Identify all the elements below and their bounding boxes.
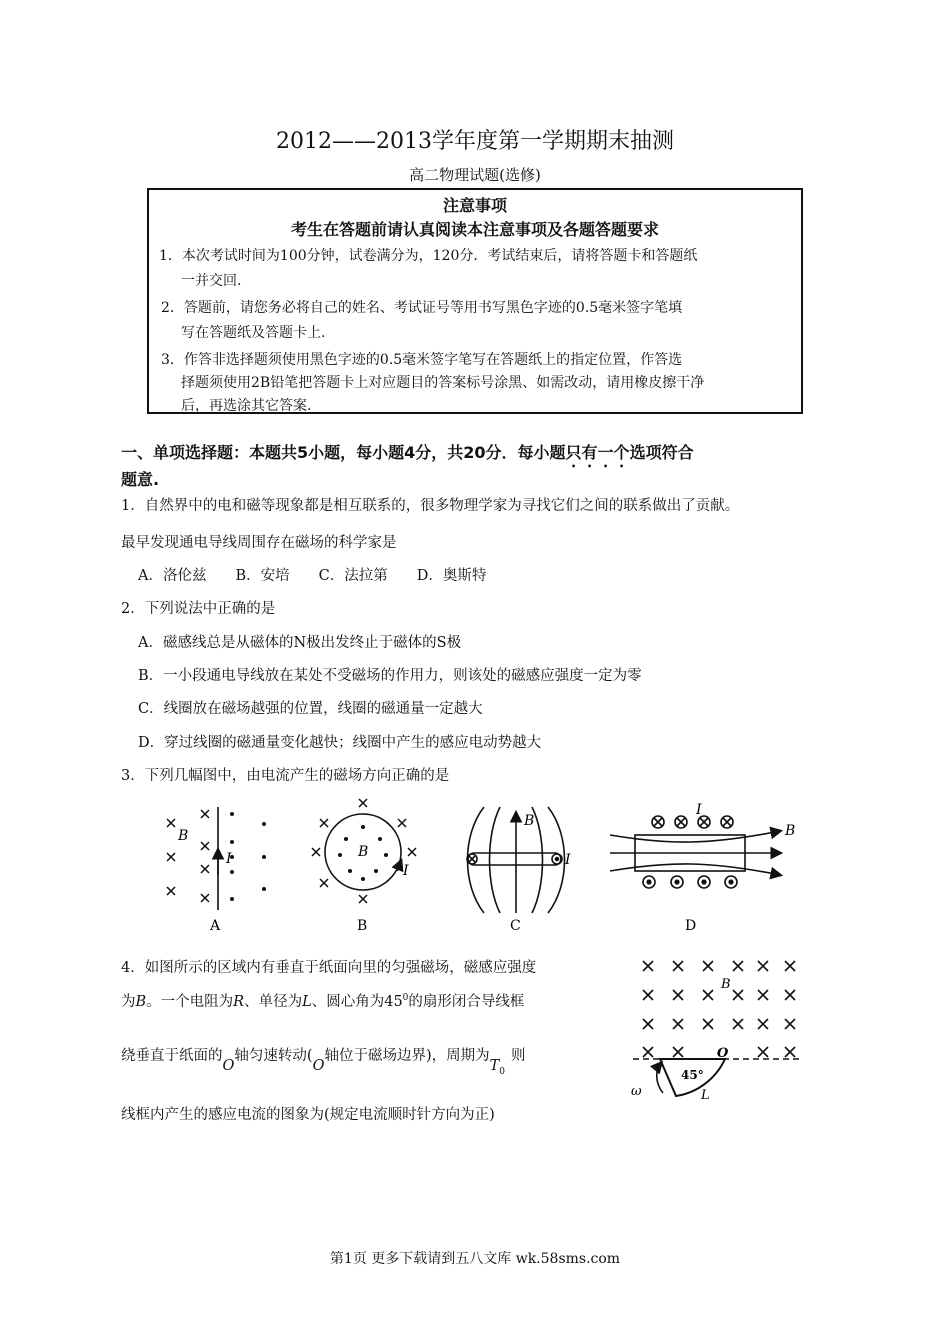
notice-line-7: 后，再选涂其它答案. (181, 398, 312, 414)
q4-var-o1: O (222, 1058, 235, 1074)
q3-figures (150, 795, 810, 940)
notice-line-4: 写在答题纸及答题卡上. (181, 325, 326, 341)
fig-a-b-label: B (178, 828, 189, 844)
q4-line-4: 线框内产生的感应电流的图象为(规定电流顺时针方向为正) (121, 1107, 495, 1123)
section-heading-emphasis: 只有一个 (565, 443, 630, 462)
q4-l2b: 。一个电阻为 (146, 994, 234, 1010)
notice-line-1: 1．本次考试时间为100分钟，试卷满分为，120分．考试结束后，请将答题卡和答题纸 (159, 248, 698, 264)
fig-c-label: C (510, 918, 521, 934)
q4-var-o2: O (312, 1058, 325, 1074)
q1-stem-2: 最早发现通电导线周围存在磁场的科学家是 (121, 535, 397, 551)
figure-c (467, 807, 565, 913)
q4-fig-b-label: B (721, 977, 731, 992)
q2-option-c: C．线圈放在磁场越强的位置，线圈的磁通量一定越大 (138, 701, 483, 717)
q4-t-sub: 0 (499, 1066, 506, 1077)
section-heading (121, 440, 694, 471)
page-footer: 第1页 更多下载请到五八文库 wk.58sms.com (329, 1251, 621, 1267)
q4-l2e: 的扇形闭合导线框 (408, 994, 525, 1010)
q4-var-l: L (302, 994, 312, 1010)
q4-degree-sup: 0 (402, 993, 409, 1004)
q2-stem: 2．下列说法中正确的是 (121, 601, 276, 617)
q4-fig-o-label: O (717, 1046, 729, 1061)
notice-line-5: 3．作答非选择题须使用黑色字迹的0.5毫米签字笔写在答题纸上的指定位置，作答选 (161, 352, 683, 368)
q1-stem-1: 1．自然界中的电和磁等现象都是相互联系的，很多物理学家为寻找它们之间的联系做出了贡献。 (121, 498, 740, 514)
q2-option-d: D．穿过线圈的磁通量变化越快；线圈中产生的感应电动势越大 (138, 735, 542, 751)
q4-var-t: T (489, 1058, 500, 1074)
fig-b-b-label: B (358, 844, 369, 860)
q4-line-3 (121, 1044, 526, 1077)
q4-l2d: 、圆心角为45 (311, 994, 403, 1010)
fig-d-i-label: I (696, 802, 702, 818)
fig-a-label: A (210, 918, 221, 934)
notice-subtitle: 考生在答题前请认真阅读本注意事项及各题答题要求 (290, 220, 659, 239)
notice-title: 注意事项 (442, 196, 507, 215)
notice-line-3: 2．答题前，请您务必将自己的姓名、考试证号等用书写黑色字迹的0.5毫米签字笔填 (161, 300, 683, 316)
fig-b-label: B (357, 918, 368, 934)
section-heading-line2: 题意. (121, 470, 160, 489)
q4-l3a: 绕垂直于纸面的 (121, 1048, 223, 1064)
fig-a-i-label: I (226, 851, 232, 867)
notice-line-6: 择题须使用2B铅笔把答题卡上对应题目的答案标号涂黑、如需改动，请用橡皮擦干净 (181, 375, 705, 391)
q4-fig-omega-label: ω (631, 1084, 642, 1099)
fig-c-i-label: I (565, 852, 571, 868)
page-title: 2012——2013学年度第一学期期末抽测 (276, 129, 674, 154)
section-heading-a: 一、单项选择题：本题共5小题，每小题4分，共20分．每小题 (121, 443, 566, 462)
figure-a (167, 807, 266, 910)
figure-d (610, 816, 780, 888)
q4-fig-angle-label: 45° (681, 1068, 704, 1082)
q3-stem: 3．下列几幅图中，由电流产生的磁场方向正确的是 (121, 768, 450, 784)
q4-l3b: 轴匀速转动( (234, 1048, 313, 1064)
fig-c-b-label: B (524, 813, 535, 829)
q4-line-1: 4．如图所示的区域内有垂直于纸面向里的匀强磁场，磁感应强度 (121, 960, 537, 976)
notice-line-2: 一并交回. (181, 273, 242, 289)
q2-option-a: A．磁感线总是从磁体的N极出发终止于磁体的S极 (138, 635, 462, 651)
fig-d-label: D (685, 918, 697, 934)
notice-box (147, 188, 803, 414)
fig-d-b-label: B (785, 823, 796, 839)
q4-line-2 (121, 990, 524, 1011)
q4-var-b: B (135, 994, 147, 1010)
q4-l2a: 为 (121, 994, 136, 1010)
q4-fig-l-label: L (701, 1088, 710, 1103)
q2-option-b: B．一小段通电导线放在某处不受磁场的作用力，则该处的磁感应强度一定为零 (138, 668, 642, 684)
q4-var-r: R (233, 994, 245, 1010)
q4-l3c: 轴位于磁场边界)，周期为 (324, 1048, 490, 1064)
page-subtitle: 高二物理试题(选修) (409, 166, 541, 184)
q4-figure (625, 955, 805, 1105)
section-heading-b: 选项符合 (629, 443, 694, 462)
fig-b-i-label: I (403, 863, 409, 879)
q1-options: A．洛伦兹 B．安培 C．法拉第 D．奥斯特 (138, 568, 487, 584)
q4-l2c: 、单径为 (244, 994, 303, 1010)
q4-l3d: 则 (511, 1048, 526, 1064)
